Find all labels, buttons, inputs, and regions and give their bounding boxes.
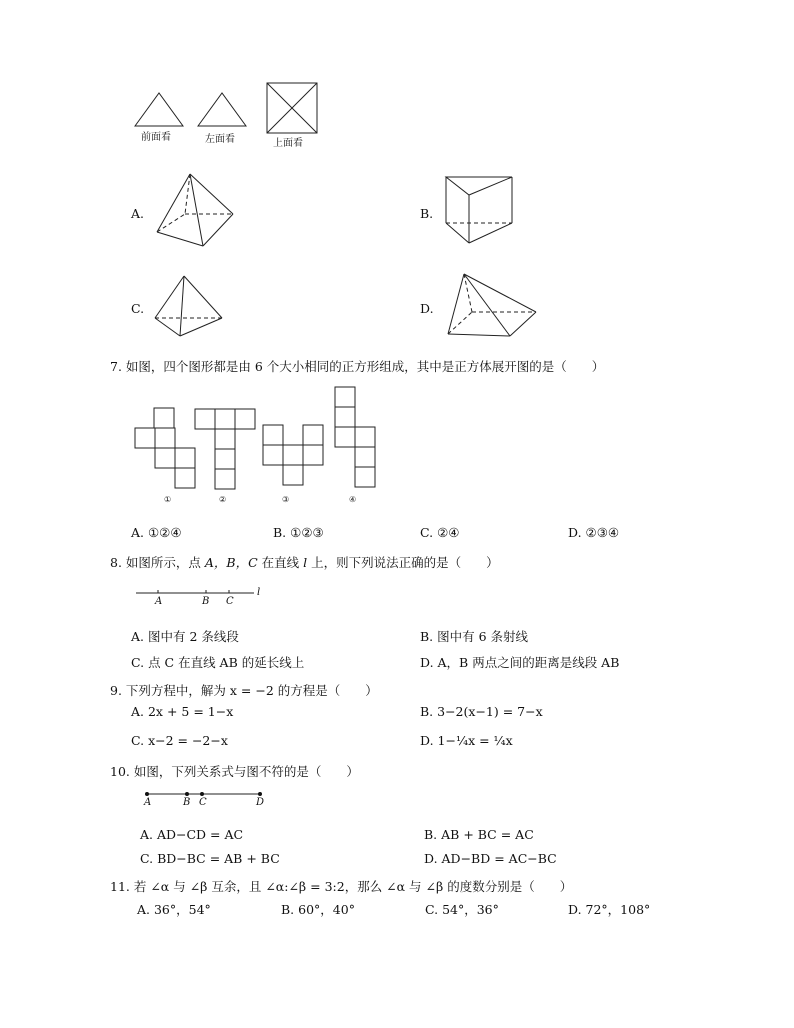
prism-solid-b — [444, 175, 514, 247]
q8-option-a: A. 图中有 2 条线段 — [131, 629, 239, 644]
q8-line-l-label: l — [257, 587, 261, 598]
pyramid-solid-c — [152, 274, 224, 338]
q8-option-b: B. 图中有 6 条射线 — [420, 629, 529, 644]
q7-option-c: C. ②④ — [420, 525, 460, 540]
q7-option-a: A. ①②④ — [131, 525, 182, 540]
q10-option-c: C. BD−BC = AB + BC — [140, 851, 280, 866]
q10-option-a: A. AD−CD = AC — [140, 827, 244, 842]
q9-option-b: B. 3−2(x−1) = 7−x — [420, 704, 543, 719]
q8-point-a-label: A — [155, 596, 163, 607]
net-figure-4 — [334, 386, 378, 490]
q11-option-d: D. 72°，108° — [568, 902, 651, 917]
q9-stem: 9. 下列方程中，解为 x = −2 的方程是（ ） — [110, 683, 378, 698]
q8-point-c-label: C — [226, 596, 234, 607]
net-label-1: ① — [164, 495, 172, 504]
q8-stem-post: 上，则下列说法正确的是（ ） — [307, 555, 499, 570]
front-view-triangle — [134, 92, 184, 128]
q10-option-d: D. AD−BD = AC−BC — [424, 851, 557, 866]
front-view-label: 前面看 — [141, 132, 171, 143]
net-figure-3 — [262, 424, 324, 488]
net-label-4: ④ — [349, 495, 357, 504]
q8-point-b-label: B — [202, 596, 210, 607]
q11-option-b: B. 60°，40° — [281, 902, 355, 917]
q11-stem: 11. 若 ∠α 与 ∠β 互余，且 ∠α:∠β = 3:2，那么 ∠α 与 ∠β 的度数分别是（ ） — [110, 879, 573, 894]
q10-point-b-label: B — [183, 797, 191, 808]
q11-option-c: C. 54°，36° — [425, 902, 499, 917]
net-figure-2 — [194, 408, 256, 490]
net-label-3: ③ — [282, 495, 290, 504]
left-view-triangle — [197, 92, 247, 128]
q6-option-a: A. — [131, 206, 145, 221]
top-view-square — [266, 82, 318, 134]
q6-option-d: D. — [420, 301, 434, 316]
q6-option-b: B. — [420, 206, 434, 221]
top-view-label: 上面看 — [273, 138, 303, 149]
q10-option-b: B. AB + BC = AC — [424, 827, 534, 842]
q6-option-c: C. — [131, 301, 145, 316]
q7-stem: 7. 如图，四个图形都是由 6 个大小相同的正方形组成，其中是正方体展开图的是（ ） — [110, 359, 605, 374]
q11-option-a: A. 36°，54° — [137, 902, 211, 917]
q8-option-d: D. A，B 两点之间的距离是线段 AB — [420, 655, 620, 670]
q10-stem: 10. 如图，下列关系式与图不符的是（ ） — [110, 764, 359, 779]
q8-line-figure — [136, 588, 256, 598]
left-view-label: 左面看 — [205, 134, 235, 145]
q7-option-b: B. ①②③ — [273, 525, 324, 540]
net-label-2: ② — [219, 495, 227, 504]
q9-option-a: A. 2x + 5 = 1−x — [131, 704, 234, 719]
q8-option-c: C. 点 C 在直线 AB 的延长线上 — [131, 655, 305, 670]
q10-point-c-label: C — [199, 797, 207, 808]
pyramid-solid-a — [155, 172, 235, 247]
pyramid-solid-d — [444, 272, 539, 340]
q8-stem-line: l — [303, 555, 308, 570]
q7-option-d: D. ②③④ — [568, 525, 620, 540]
q10-point-a-label: A — [144, 797, 152, 808]
q8-stem — [110, 553, 499, 571]
q9-option-c: C. x−2 = −2−x — [131, 733, 228, 748]
net-figure-1 — [134, 407, 196, 489]
q10-point-d-label: D — [256, 797, 265, 808]
q8-stem-mid: 在直线 — [257, 555, 304, 570]
q9-option-d: D. 1−¼x = ¼x — [420, 733, 513, 748]
q8-stem-pre: 8. 如图所示，点 — [110, 555, 205, 570]
q8-stem-points: A，B，C — [204, 555, 258, 570]
